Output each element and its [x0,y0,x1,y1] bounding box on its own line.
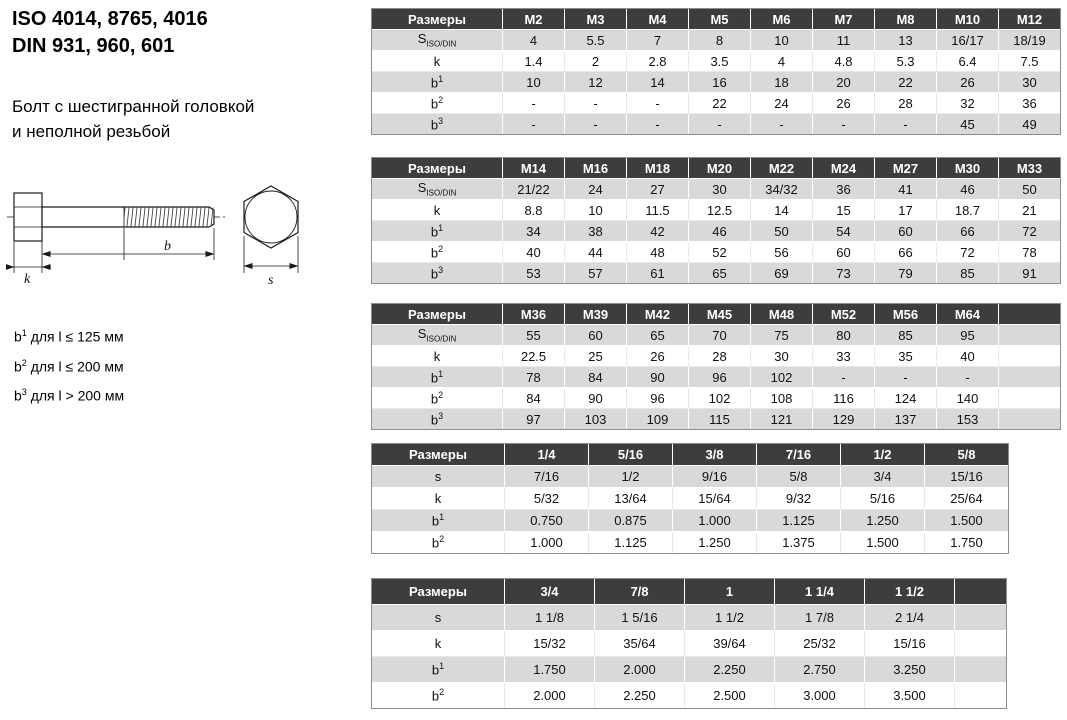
value-cell [955,657,1007,683]
notes [14,320,124,409]
value-cell: 2.8 [627,51,689,72]
thread-length-note: $b^1$ для l ≤ 125 мм [14,328,124,345]
size-header: M64 [937,304,999,325]
size-header: 3/4 [505,579,595,605]
value-cell: 69 [751,263,813,284]
value-cell: 1.500 [841,532,925,554]
value-cell: 15 [813,200,875,221]
row-label: $b^1$ [372,657,505,683]
row-label: $b^1$ [372,367,503,388]
value-cell: - [875,367,937,388]
table-row [372,325,1061,346]
value-cell: 95 [937,325,999,346]
value-cell: 124 [875,388,937,409]
value-cell: 103 [565,409,627,430]
value-cell [955,605,1007,631]
size-header: M33 [999,158,1061,179]
value-cell [955,683,1007,709]
row-label: $b^2$ [372,242,503,263]
value-cell: 30 [689,179,751,200]
table-row [372,488,1009,510]
standards-title-iso: ISO 4014, 8765, 4016 [12,8,208,30]
bolt-technical-drawing [6,184,328,301]
value-cell: 1.375 [757,532,841,554]
value-cell: - [813,114,875,135]
size-header: 5/8 [925,444,1009,466]
bolt-end-view [244,186,298,248]
value-cell: 61 [627,263,689,284]
size-header: M6 [751,9,813,30]
value-cell: 70 [689,325,751,346]
value-cell: 78 [999,242,1061,263]
standards-title-din: DIN 931, 960, 601 [12,35,175,57]
value-cell: 80 [813,325,875,346]
value-cell: 7 [627,30,689,51]
value-cell: 34/32 [751,179,813,200]
value-cell: 115 [689,409,751,430]
value-cell: - [813,367,875,388]
table-row [372,30,1061,51]
row-label: $b^3$ [372,114,503,135]
value-cell: 38 [565,221,627,242]
value-cell: 40 [503,242,565,263]
value-cell: 33 [813,346,875,367]
size-header: M27 [875,158,937,179]
value-cell: 85 [875,325,937,346]
value-cell: 25 [565,346,627,367]
value-cell: 35/64 [595,631,685,657]
row-label: $S_{ISO/DIN}$ [372,325,503,346]
value-cell: 32 [937,93,999,114]
size-header: 3/8 [673,444,757,466]
row-label: $b^1$ [372,510,505,532]
value-cell: 44 [565,242,627,263]
value-cell: 109 [627,409,689,430]
value-cell: 84 [565,367,627,388]
value-cell: 1 1/2 [685,605,775,631]
value-cell: 18 [751,72,813,93]
value-cell: 36 [999,93,1061,114]
value-cell: 5/16 [841,488,925,510]
value-cell: 0.750 [505,510,589,532]
value-cell: 78 [503,367,565,388]
size-header: M42 [627,304,689,325]
value-cell: 22 [689,93,751,114]
value-cell: 50 [751,221,813,242]
value-cell: 1.125 [757,510,841,532]
size-header: 1 1/4 [775,579,865,605]
value-cell: 0.875 [589,510,673,532]
value-cell: 12 [565,72,627,93]
value-cell: 14 [627,72,689,93]
value-cell: 41 [875,179,937,200]
row-label: $b^2$ [372,388,503,409]
value-cell: 30 [999,72,1061,93]
value-cell: 21 [999,200,1061,221]
value-cell: 60 [875,221,937,242]
thread-length-note: $b^2$ для l ≤ 200 мм [14,357,124,375]
value-cell: 96 [627,388,689,409]
value-cell: 9/32 [757,488,841,510]
table-row [372,466,1009,488]
row-label: k [372,631,505,657]
value-cell: 140 [937,388,999,409]
bolt-side-view [7,193,225,241]
size-header: 1 1/2 [865,579,955,605]
row-label: $b^3$ [372,409,503,430]
table-row [372,346,1061,367]
value-cell: 3.250 [865,657,955,683]
row-label: $b^2$ [372,93,503,114]
row-label: $b^3$ [372,263,503,284]
value-cell: 1.250 [673,532,757,554]
size-column-header: Размеры [372,579,505,605]
dim-label-s: s [268,273,274,288]
value-cell: 60 [565,325,627,346]
value-cell [999,346,1061,367]
value-cell: 17 [875,200,937,221]
row-label: $S_{ISO/DIN}$ [372,30,503,51]
value-cell: 11.5 [627,200,689,221]
value-cell: 14 [751,200,813,221]
value-cell: 121 [751,409,813,430]
size-header: 7/16 [757,444,841,466]
value-cell: 1.4 [503,51,565,72]
value-cell: 25/32 [775,631,865,657]
value-cell: 15/16 [925,466,1009,488]
value-cell: 10 [503,72,565,93]
table-row [372,114,1061,135]
thread-hatching [124,208,214,227]
value-cell: 45 [937,114,999,135]
value-cell: 66 [875,242,937,263]
value-cell: 49 [999,114,1061,135]
table-row [372,221,1061,242]
value-cell: 9/16 [673,466,757,488]
size-header: M10 [937,9,999,30]
value-cell: 85 [937,263,999,284]
dim-label-k: k [24,272,31,287]
value-cell: 18.7 [937,200,999,221]
value-cell: 48 [627,242,689,263]
dimension-table-3 [371,303,1061,430]
value-cell: 30 [751,346,813,367]
product-description-line2: и неполной резьбой [12,122,171,141]
value-cell [999,388,1061,409]
value-cell: 1 7/8 [775,605,865,631]
value-cell: - [565,93,627,114]
row-label: $b^2$ [372,683,505,709]
size-header [999,304,1061,325]
value-cell: 39/64 [685,631,775,657]
table-row [372,72,1061,93]
value-cell: 53 [503,263,565,284]
value-cell: 54 [813,221,875,242]
size-header: M12 [999,9,1061,30]
row-label: s [372,605,505,631]
value-cell: 28 [875,93,937,114]
value-cell: 2.250 [595,683,685,709]
table-row [372,93,1061,114]
value-cell: 10 [565,200,627,221]
value-cell: 25/64 [925,488,1009,510]
bolt-drawing-svg [6,184,328,296]
value-cell: 22 [875,72,937,93]
value-cell: 26 [627,346,689,367]
value-cell: 153 [937,409,999,430]
size-header: M24 [813,158,875,179]
value-cell: 4 [503,30,565,51]
value-cell: 7.5 [999,51,1061,72]
value-cell: 24 [751,93,813,114]
value-cell: 1.750 [925,532,1009,554]
value-cell: 13/64 [589,488,673,510]
value-cell: 1.000 [505,532,589,554]
value-cell: 28 [689,346,751,367]
value-cell: 46 [937,179,999,200]
value-cell: 34 [503,221,565,242]
value-cell: - [627,114,689,135]
value-cell: 10 [751,30,813,51]
value-cell: 84 [503,388,565,409]
value-cell: 57 [565,263,627,284]
value-cell: 1 1/8 [505,605,595,631]
table-row [372,631,1007,657]
size-column-header: Размеры [372,304,503,325]
value-cell: 72 [937,242,999,263]
size-header: M8 [875,9,937,30]
value-cell: 73 [813,263,875,284]
size-header: M39 [565,304,627,325]
size-header: M36 [503,304,565,325]
value-cell: 1.000 [673,510,757,532]
value-cell [999,409,1061,430]
value-cell: 21/22 [503,179,565,200]
value-cell: 5/32 [505,488,589,510]
value-cell: 11 [813,30,875,51]
dimension-table-5 [371,578,1007,709]
value-cell: 46 [689,221,751,242]
row-label: $S_{ISO/DIN}$ [372,179,503,200]
table-row [372,51,1061,72]
value-cell: 90 [565,388,627,409]
row-label: k [372,51,503,72]
dimension-table-4 [371,443,1009,554]
value-cell: 2.750 [775,657,865,683]
value-cell: 42 [627,221,689,242]
thread-length-note: $b^3$ для l > 200 мм [14,387,125,404]
value-cell: 1.250 [841,510,925,532]
value-cell: 18/19 [999,30,1061,51]
table-row [372,263,1061,284]
size-header: M2 [503,9,565,30]
size-header: M56 [875,304,937,325]
value-cell: 65 [627,325,689,346]
hex-head-side [14,193,42,241]
value-cell: 8 [689,30,751,51]
value-cell: 72 [999,221,1061,242]
value-cell: 13 [875,30,937,51]
value-cell: 66 [937,221,999,242]
value-cell: 2 1/4 [865,605,955,631]
size-header [955,579,1007,605]
table-row [372,605,1007,631]
value-cell: - [875,114,937,135]
value-cell: 16 [689,72,751,93]
value-cell: 5.3 [875,51,937,72]
value-cell [955,631,1007,657]
row-label: k [372,488,505,510]
size-header: M4 [627,9,689,30]
value-cell: - [503,93,565,114]
value-cell: 2.500 [685,683,775,709]
size-header: M16 [565,158,627,179]
size-header: M14 [503,158,565,179]
value-cell: - [751,114,813,135]
size-header: 5/16 [589,444,673,466]
value-cell: 1 5/16 [595,605,685,631]
value-cell: 5/8 [757,466,841,488]
standards-title [12,6,208,60]
value-cell: 60 [813,242,875,263]
table-row [372,200,1061,221]
value-cell [999,367,1061,388]
value-cell: 4 [751,51,813,72]
value-cell: 16/17 [937,30,999,51]
value-cell: 3/4 [841,466,925,488]
value-cell: 2 [565,51,627,72]
value-cell: 26 [937,72,999,93]
value-cell: 15/32 [505,631,595,657]
value-cell: 108 [751,388,813,409]
size-header: M5 [689,9,751,30]
table-row [372,510,1009,532]
row-label: k [372,346,503,367]
value-cell: - [689,114,751,135]
size-header: M18 [627,158,689,179]
value-cell: 15/64 [673,488,757,510]
size-column-header: Размеры [372,158,503,179]
size-header: M20 [689,158,751,179]
value-cell: 15/16 [865,631,955,657]
value-cell: 116 [813,388,875,409]
value-cell: 26 [813,93,875,114]
value-cell: - [937,367,999,388]
value-cell: 40 [937,346,999,367]
row-label: $b^1$ [372,221,503,242]
row-label: s [372,466,505,488]
value-cell: 1/2 [589,466,673,488]
value-cell: 3.500 [865,683,955,709]
hex-head-end [244,186,298,248]
table-row [372,683,1007,709]
size-header: 1/2 [841,444,925,466]
value-cell: 3.000 [775,683,865,709]
product-description [12,94,254,144]
value-cell: 79 [875,263,937,284]
value-cell: 102 [751,367,813,388]
size-header: 1/4 [505,444,589,466]
size-header: M22 [751,158,813,179]
dimension-table-2 [371,157,1061,284]
size-header: M52 [813,304,875,325]
value-cell: 24 [565,179,627,200]
size-column-header: Размеры [372,444,505,466]
value-cell: 7/16 [505,466,589,488]
table-row [372,179,1061,200]
value-cell: 96 [689,367,751,388]
size-header: M3 [565,9,627,30]
value-cell: 137 [875,409,937,430]
value-cell: 129 [813,409,875,430]
row-label: $b^1$ [372,72,503,93]
value-cell: 91 [999,263,1061,284]
value-cell: 65 [689,263,751,284]
value-cell: 3.5 [689,51,751,72]
value-cell: 22.5 [503,346,565,367]
value-cell: 52 [689,242,751,263]
size-header: 1 [685,579,775,605]
table-row [372,532,1009,554]
value-cell: 50 [999,179,1061,200]
table-row [372,242,1061,263]
value-cell: 102 [689,388,751,409]
value-cell: 20 [813,72,875,93]
value-cell: 75 [751,325,813,346]
value-cell: 4.8 [813,51,875,72]
product-description-line1: Болт с шестигранной головкой [12,97,255,116]
value-cell: 2.000 [595,657,685,683]
value-cell: 35 [875,346,937,367]
value-cell [999,325,1061,346]
value-cell: - [627,93,689,114]
value-cell: 5.5 [565,30,627,51]
value-cell: 1.500 [925,510,1009,532]
value-cell: 2.000 [505,683,595,709]
size-header: 7/8 [595,579,685,605]
table-row [372,367,1061,388]
dim-label-b: b [164,239,171,254]
value-cell: - [565,114,627,135]
size-header: M48 [751,304,813,325]
row-label: $b^2$ [372,532,505,554]
table-row [372,388,1061,409]
value-cell: - [503,114,565,135]
value-cell: 8.8 [503,200,565,221]
value-cell: 6.4 [937,51,999,72]
size-header: M30 [937,158,999,179]
value-cell: 1.750 [505,657,595,683]
table-row [372,409,1061,430]
row-label: k [372,200,503,221]
value-cell: 90 [627,367,689,388]
size-header: M45 [689,304,751,325]
value-cell: 1.125 [589,532,673,554]
value-cell: 12.5 [689,200,751,221]
size-column-header: Размеры [372,9,503,30]
value-cell: 97 [503,409,565,430]
table-row [372,657,1007,683]
value-cell: 56 [751,242,813,263]
value-cell: 27 [627,179,689,200]
size-header: M7 [813,9,875,30]
value-cell: 36 [813,179,875,200]
dimension-table-1 [371,8,1061,135]
value-cell: 55 [503,325,565,346]
value-cell: 2.250 [685,657,775,683]
